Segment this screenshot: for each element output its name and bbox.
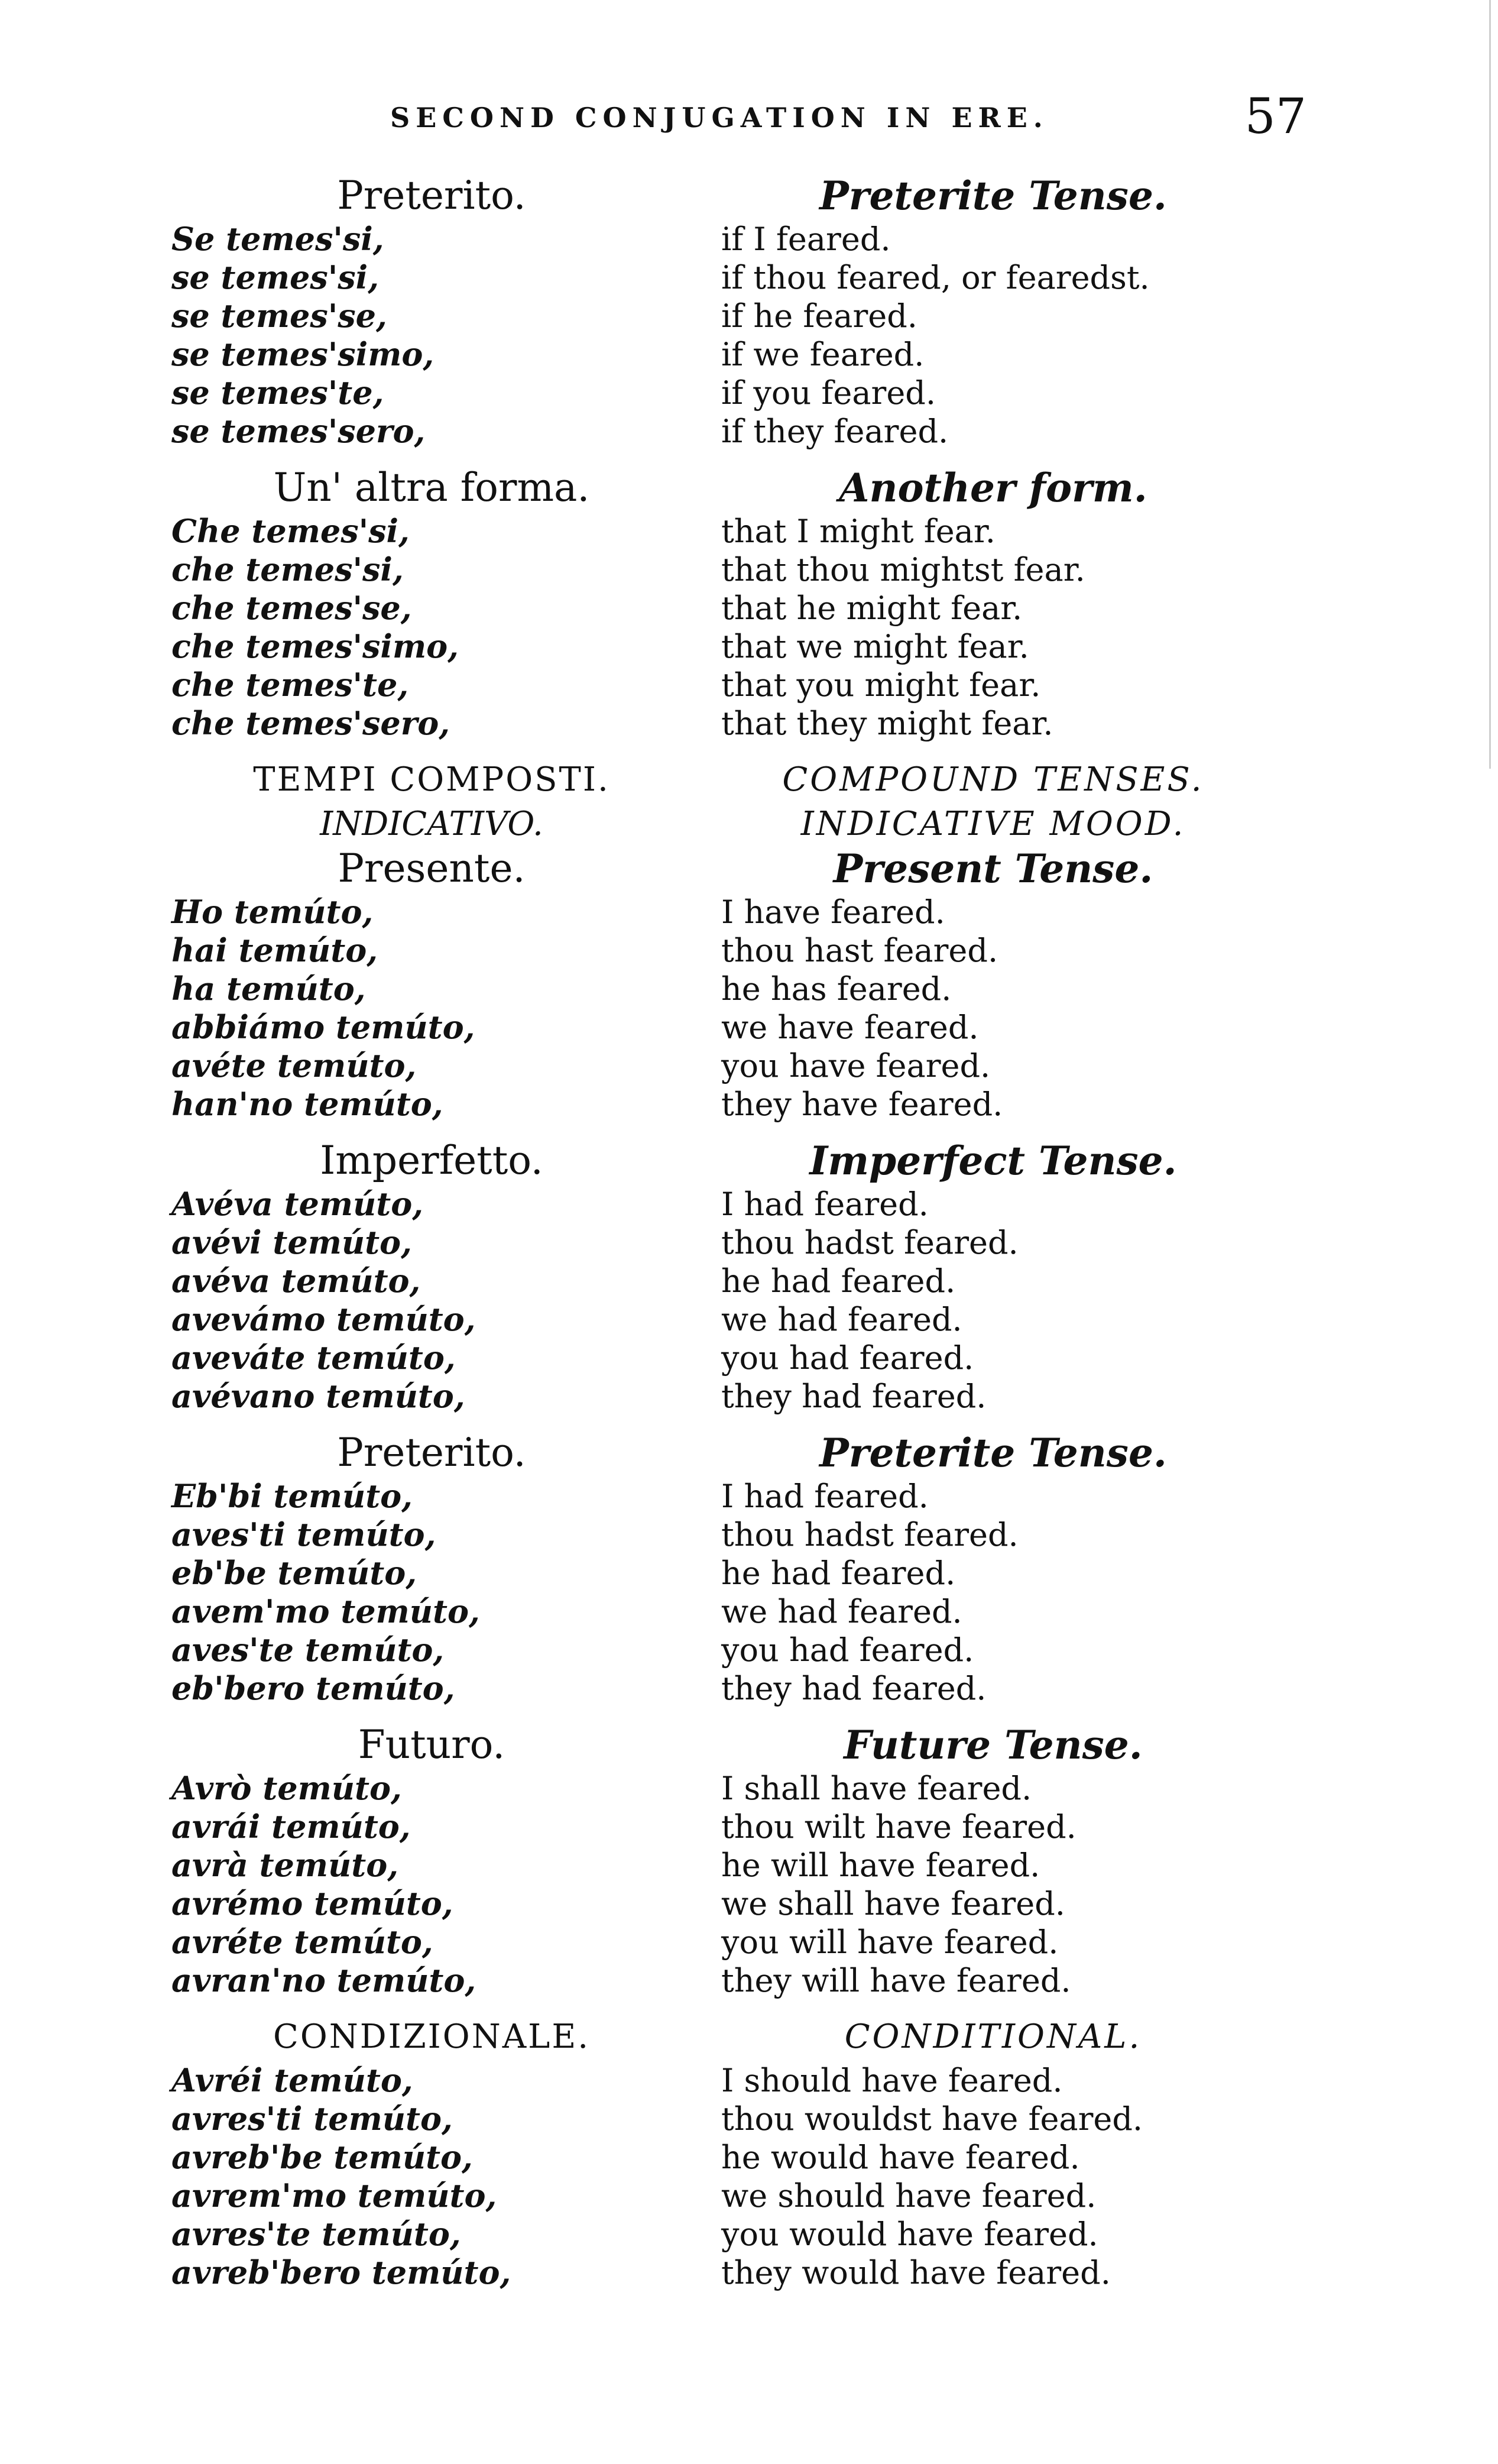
english-line: if you feared.: [721, 374, 936, 412]
italian-mood-heading: INDICATIVO.: [320, 805, 543, 843]
english-column: [721, 756, 1265, 1123]
italian-line: eb'bero temúto,: [171, 1669, 455, 1707]
italian-line: aveváte temúto,: [171, 1339, 456, 1377]
italian-line: che temes'simo,: [171, 627, 459, 665]
english-heading: CONDITIONAL.: [844, 2018, 1142, 2056]
italian-line: avevámo temúto,: [171, 1300, 476, 1338]
italian-line: avran'no temúto,: [171, 1961, 476, 1999]
italian-column: [171, 171, 721, 451]
english-line: we should have feared.: [721, 2177, 1097, 2214]
page-edge-rule: [1489, 0, 1491, 769]
conjugation-content: [171, 171, 1265, 2305]
english-line: I should have feared.: [721, 2062, 1063, 2099]
english-line: we had feared.: [721, 1301, 962, 1338]
english-line: he would have feared.: [721, 2139, 1080, 2176]
english-line: thou hadst feared.: [721, 1516, 1019, 1553]
english-line: that they might fear.: [721, 705, 1053, 742]
english-line: that I might fear.: [721, 513, 996, 550]
english-line: you had feared.: [721, 1631, 974, 1669]
italian-heading: CONDIZIONALE.: [273, 2018, 591, 2056]
italian-line: Avrò temúto,: [171, 1769, 402, 1807]
italian-line: Eb'bi temúto,: [171, 1477, 413, 1515]
italian-line: avéva temúto,: [171, 1262, 421, 1300]
english-line: they had feared.: [721, 1670, 987, 1707]
english-line: he had feared.: [721, 1262, 956, 1300]
italian-line: avres'ti temúto,: [171, 2100, 453, 2138]
italian-line: se temes'sero,: [171, 412, 426, 450]
english-heading: Another form.: [839, 465, 1147, 511]
italian-heading: Preterito.: [337, 173, 526, 218]
english-line: we have feared.: [721, 1009, 979, 1046]
italian-heading: Preterito.: [337, 1430, 526, 1475]
english-line: if I feared.: [721, 221, 891, 258]
english-line: you have feared.: [721, 1047, 991, 1084]
section-preterite-compound: [171, 1429, 1265, 1708]
italian-line: aves'te temúto,: [171, 1631, 445, 1669]
italian-line: avrémo temúto,: [171, 1885, 453, 1922]
english-line: I shall have feared.: [721, 1770, 1032, 1807]
italian-line: avévano temúto,: [171, 1377, 465, 1415]
section-conditional: [171, 2013, 1265, 2292]
english-line: thou hadst feared.: [721, 1224, 1019, 1261]
english-line: I had feared.: [721, 1186, 929, 1223]
italian-line: che temes'se,: [171, 589, 412, 627]
english-line: that you might fear.: [721, 666, 1041, 704]
italian-line: han'no temúto,: [171, 1085, 443, 1123]
english-line: we shall have feared.: [721, 1885, 1065, 1922]
english-tense-heading: Present Tense.: [833, 846, 1153, 892]
italian-line: avrái temúto,: [171, 1808, 411, 1845]
english-heading: Preterite Tense.: [819, 1430, 1167, 1476]
italian-heading: Futuro.: [358, 1722, 505, 1767]
italian-column: [171, 756, 721, 1123]
english-line: if we feared.: [721, 336, 925, 373]
english-column: [721, 171, 1265, 451]
italian-line: se temes'si,: [171, 258, 379, 296]
italian-line: Se temes'si,: [171, 220, 384, 258]
english-line: they have feared.: [721, 1086, 1003, 1123]
italian-line: Che temes'si,: [171, 512, 410, 550]
english-line: thou wilt have feared.: [721, 1808, 1077, 1845]
italian-column: [171, 1137, 721, 1416]
english-mood-heading: INDICATIVE MOOD.: [800, 805, 1186, 843]
italian-line: se temes'simo,: [171, 335, 435, 373]
english-heading: Imperfect Tense.: [809, 1138, 1177, 1184]
english-column: [721, 1137, 1265, 1416]
italian-line: se temes'te,: [171, 374, 384, 412]
section-preterito-subjunctive: [171, 171, 1265, 451]
english-line: that he might fear.: [721, 590, 1023, 627]
italian-heading: Un' altra forma.: [273, 465, 590, 510]
italian-line: Ho temúto,: [171, 893, 374, 931]
english-line: you had feared.: [721, 1339, 974, 1377]
english-column: [721, 464, 1265, 743]
italian-line: Avréi temúto,: [171, 2061, 413, 2099]
section-future: [171, 1721, 1265, 2000]
english-line: they would have feared.: [721, 2254, 1111, 2291]
page-header: [390, 89, 1306, 154]
english-heading: Preterite Tense.: [819, 173, 1167, 219]
section-another-form: [171, 464, 1265, 743]
english-line: thou wouldst have feared.: [721, 2100, 1143, 2138]
english-heading: COMPOUND TENSES.: [782, 760, 1204, 799]
english-line: that we might fear.: [721, 628, 1029, 665]
italian-line: avréte temúto,: [171, 1923, 433, 1961]
english-line: they had feared.: [721, 1378, 987, 1415]
italian-line: che temes'sero,: [171, 704, 450, 742]
english-line: you will have feared.: [721, 1924, 1059, 1961]
english-line: that thou mightst fear.: [721, 551, 1085, 588]
italian-line: avévi temúto,: [171, 1223, 412, 1261]
running-title: SECOND CONJUGATION IN ERE.: [390, 102, 1049, 134]
italian-heading: Imperfetto.: [320, 1138, 543, 1183]
english-line: thou hast feared.: [721, 932, 998, 969]
english-line: if they feared.: [721, 413, 949, 450]
italian-line: avem'mo temúto,: [171, 1592, 480, 1630]
english-heading: Future Tense.: [844, 1722, 1143, 1768]
italian-line: che temes'te,: [171, 666, 409, 704]
english-column: [721, 2013, 1265, 2292]
italian-line: avrà temúto,: [171, 1846, 399, 1884]
english-line: he will have feared.: [721, 1847, 1040, 1884]
english-line: if thou feared, or fearedst.: [721, 259, 1150, 296]
italian-line: avres'te temúto,: [171, 2215, 461, 2253]
english-line: I have feared.: [721, 893, 945, 931]
english-line: he had feared.: [721, 1555, 956, 1592]
italian-line: abbiámo temúto,: [171, 1008, 475, 1046]
english-line: if he feared.: [721, 297, 917, 335]
italian-line: avrem'mo temúto,: [171, 2177, 497, 2214]
section-compound-present: [171, 756, 1265, 1123]
english-column: [721, 1721, 1265, 2000]
italian-line: eb'be temúto,: [171, 1554, 417, 1592]
english-line: he has feared.: [721, 970, 952, 1008]
italian-line: che temes'si,: [171, 551, 404, 588]
italian-column: [171, 464, 721, 743]
italian-line: hai temúto,: [171, 931, 378, 969]
english-line: I had feared.: [721, 1478, 929, 1515]
page-number: 57: [1244, 89, 1306, 145]
italian-line: se temes'se,: [171, 297, 387, 335]
italian-line: avéte temúto,: [171, 1047, 417, 1084]
section-imperfect: [171, 1137, 1265, 1416]
english-line: they will have feared.: [721, 1962, 1071, 1999]
italian-line: avreb'be temúto,: [171, 2138, 473, 2176]
italian-line: Avéva temúto,: [171, 1185, 424, 1223]
italian-tense-heading: Presente.: [338, 846, 526, 891]
italian-column: [171, 2013, 721, 2292]
italian-line: avreb'bero temúto,: [171, 2253, 511, 2291]
italian-heading: TEMPI COMPOSTI.: [253, 760, 610, 799]
english-line: you would have feared.: [721, 2216, 1098, 2253]
english-column: [721, 1429, 1265, 1708]
italian-line: aves'ti temúto,: [171, 1516, 436, 1553]
english-line: we had feared.: [721, 1593, 962, 1630]
italian-line: ha temúto,: [171, 970, 366, 1008]
italian-column: [171, 1721, 721, 2000]
italian-column: [171, 1429, 721, 1708]
